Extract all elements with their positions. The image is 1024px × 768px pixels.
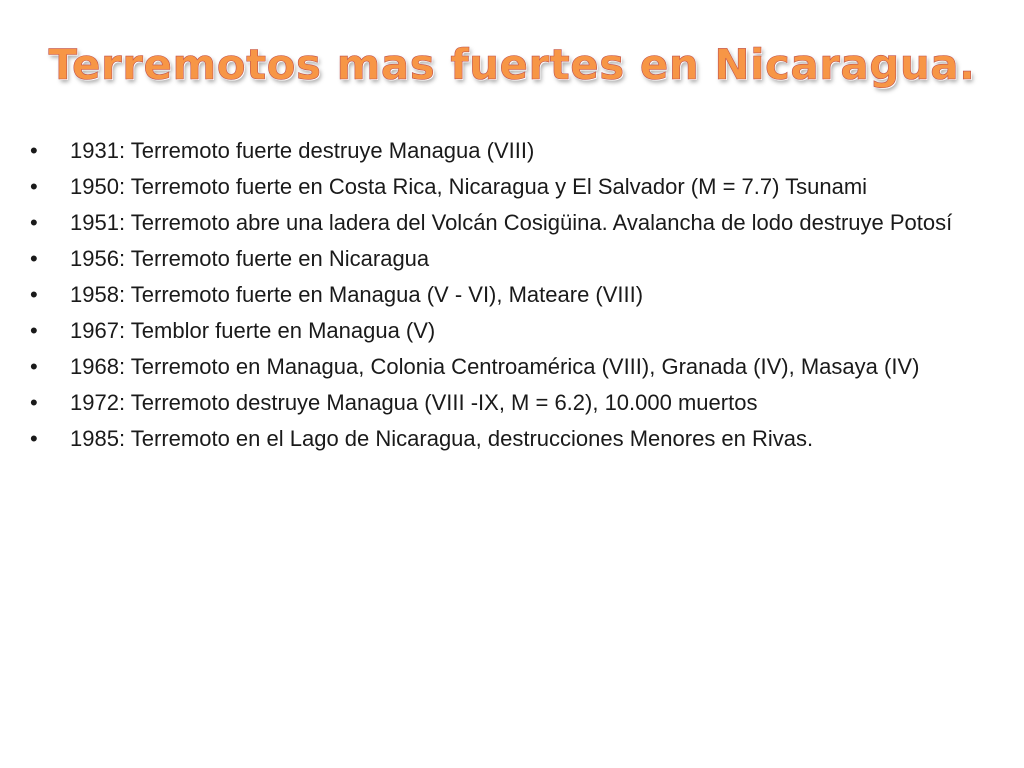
list-item-text: 1958: Terremoto fuerte en Managua (V - VI), Mateare (VIII) [70, 282, 644, 307]
list-item-text: 1950: Terremoto fuerte en Costa Rica, Nicaragua y El Salvador (M = 7.7) Tsunami [70, 174, 868, 199]
slide-title: Terremotos mas fuertes en Nicaragua. [48, 40, 976, 89]
bullet-icon: • [30, 174, 38, 199]
list-item [30, 390, 978, 415]
list-item [30, 246, 978, 271]
list-item [30, 318, 978, 343]
list-item [30, 174, 978, 199]
list-item-text: 1931: Terremoto fuerte destruye Managua (VIII) [70, 138, 535, 163]
list-item [30, 210, 978, 235]
list-item [30, 138, 978, 163]
list-item-text: 1985: Terremoto en el Lago de Nicaragua, destrucciones Menores en Rivas. [70, 426, 814, 451]
bullet-icon: • [30, 246, 38, 271]
list-item-text: 1951: Terremoto abre una ladera del Volcán Cosigüina. Avalancha de lodo destruye Potosí [70, 210, 953, 235]
bullet-icon: • [30, 390, 38, 415]
list-item-text: 1972: Terremoto destruye Managua (VIII -IX, M = 6.2), 10.000 muertos [70, 390, 758, 415]
list-item-text: 1968: Terremoto en Managua, Colonia Centroamérica (VIII), Granada (IV), Masaya (IV) [70, 354, 920, 379]
bullet-icon: • [30, 318, 38, 343]
list-item [30, 354, 978, 379]
bullet-icon: • [30, 138, 38, 163]
list-item-text: 1956: Terremoto fuerte en Nicaragua [70, 246, 430, 271]
bullet-icon: • [30, 210, 38, 235]
list-item-text: 1967: Temblor fuerte en Managua (V) [70, 318, 436, 343]
list-item [30, 282, 978, 307]
list-item [30, 426, 978, 451]
bullet-icon: • [30, 426, 38, 451]
bullet-list [30, 138, 978, 462]
bullet-icon: • [30, 282, 38, 307]
bullet-icon: • [30, 354, 38, 379]
